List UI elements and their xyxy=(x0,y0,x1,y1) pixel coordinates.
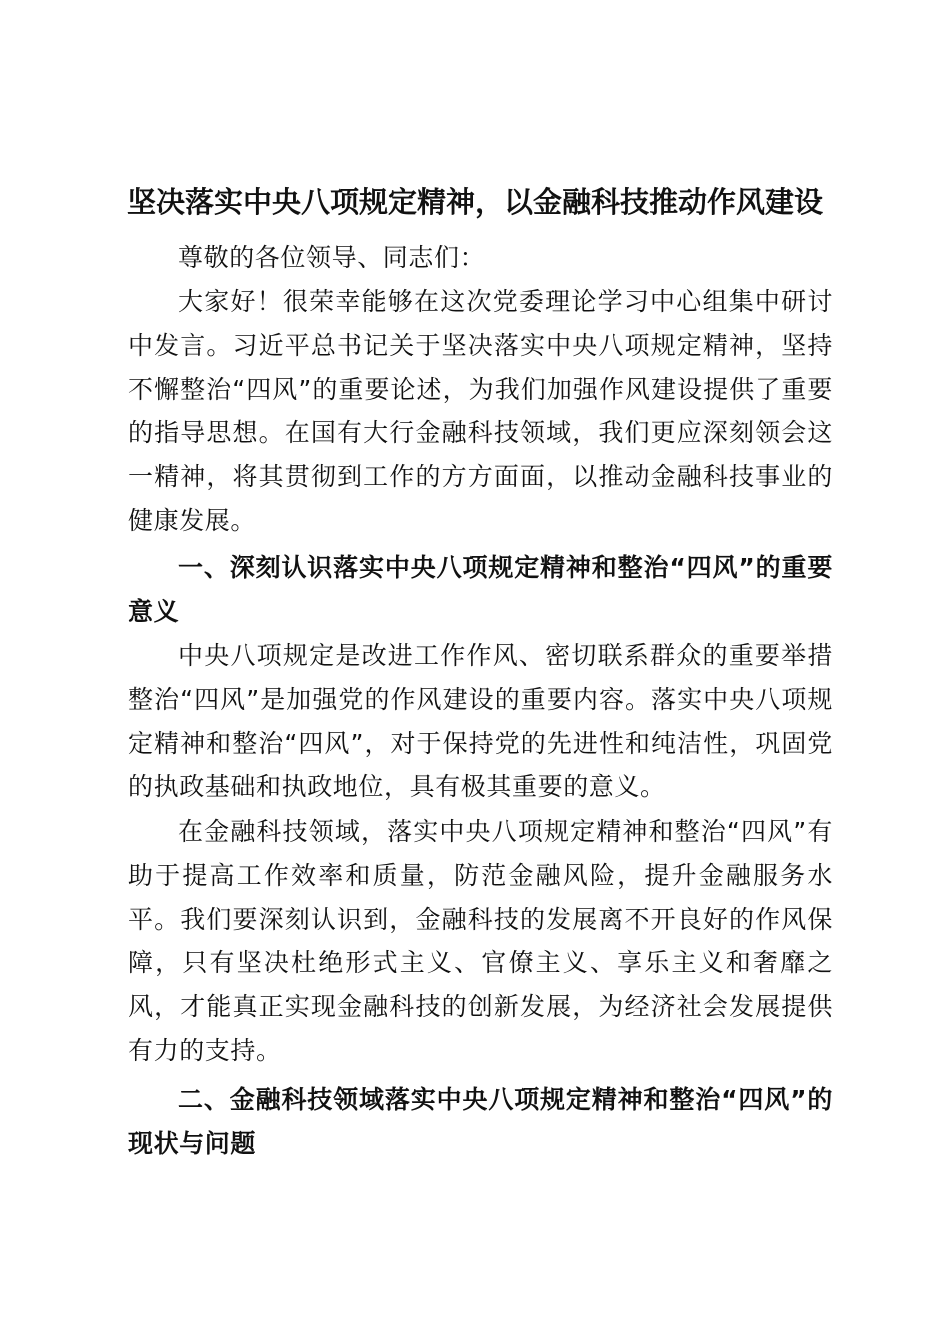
section-heading-1: 一、深刻认识落实中央八项规定精神和整治“四风”的重要意义 xyxy=(128,553,833,626)
paragraph-section-1-a: 中央八项规定是改进工作作风、密切联系群众的重要举措整治“四风”是加强党的作风建设的重要内容。落实中央八项规定精神和整治“四风”，对于保持党的先进性和纯洁性，巩固党的执政基础和执政地位，具有极其重要的意义。 xyxy=(128,641,833,802)
paragraph-intro: 大家好！很荣幸能够在这次党委理论学习中心组集中研讨中发言。习近平总书记关于坚决落实中央八项规定精神，坚持不懈整治“四风”的重要论述，为我们加强作风建设提供了重要的指导思想。在国有大行金融科技领域，我们更应深刻领会这一精神，将其贯彻到工作的方方面面，以推动金融科技事业的健康发展。 xyxy=(128,287,833,535)
document-title: 坚决落实中央八项规定精神，以金融科技推动作风建设 xyxy=(126,185,823,219)
salutation: 尊敬的各位领导、同志们： xyxy=(178,243,486,272)
paragraph-section-1-b: 在金融科技领域，落实中央八项规定精神和整治“四风”有助于提高工作效率和质量，防范金融风险，提升金融服务水平。我们要深刻认识到，金融科技的发展离不开良好的作风保障，只有坚决杜绝形式主义、官僚主义、享乐主义和奢靡之风，才能真正实现金融科技的创新发展，为经济社会发展提供有力的支持。 xyxy=(128,817,833,1065)
section-heading-2: 二、金融科技领域落实中央八项规定精神和整治“四风”的现状与问题 xyxy=(128,1085,833,1158)
